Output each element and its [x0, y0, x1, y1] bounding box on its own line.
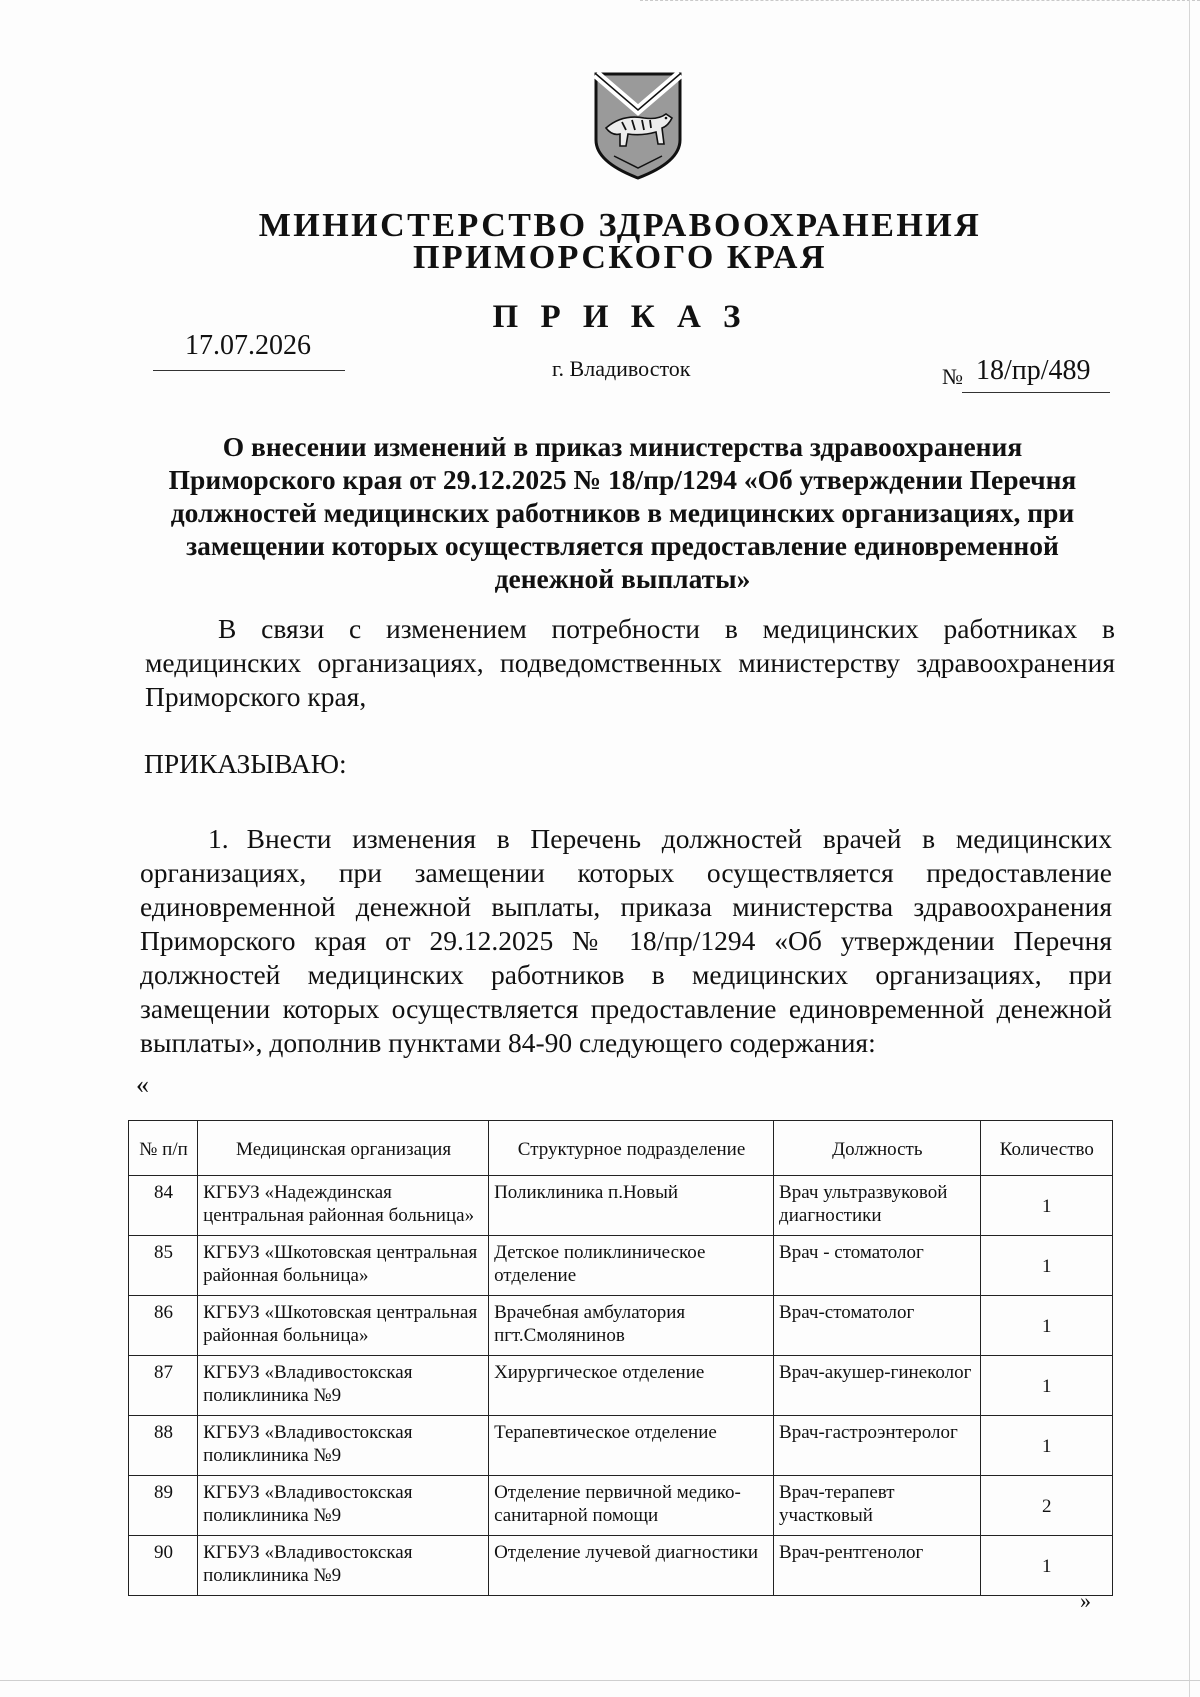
- number-sign: №: [942, 364, 963, 389]
- cell-position: Врач-стоматолог: [774, 1296, 981, 1356]
- scan-edge: [640, 0, 1200, 3]
- column-header-unit: Структурное подразделение: [489, 1121, 774, 1176]
- table-row: [129, 1236, 1113, 1296]
- table-row: [129, 1176, 1113, 1236]
- cell-qty: 1: [980, 1356, 1112, 1416]
- preamble-paragraph: В связи с изменением потребности в медицинских работниках в медицинских организациях, подведомственных министерству здравоохранения Приморского края,: [145, 613, 1115, 712]
- item-number: 1.: [208, 823, 229, 854]
- column-header-org: Медицинская организация: [198, 1121, 489, 1176]
- cell-org: КГБУЗ «Надеждинская центральная районная больница»: [198, 1176, 489, 1236]
- cell-position: Врач-рентгенолог: [774, 1536, 981, 1596]
- cell-org: КГБУЗ «Шкотовская центральная районная больница»: [198, 1236, 489, 1296]
- document-type: П Р И К А З: [492, 299, 748, 335]
- cell-position: Врач ультразвуковой диагностики: [774, 1176, 981, 1236]
- cell-position: Врач-терапевт участковый: [774, 1476, 981, 1536]
- cell-num: 85: [129, 1236, 198, 1296]
- cell-unit: Терапевтическое отделение: [489, 1416, 774, 1476]
- table-row: [129, 1536, 1113, 1596]
- cell-num: 84: [129, 1176, 198, 1236]
- column-header-qty: Количество: [980, 1121, 1112, 1176]
- order-city: г. Владивосток: [552, 356, 691, 381]
- cell-position: Врач - стоматолог: [774, 1236, 981, 1296]
- cell-org: КГБУЗ «Владивостокская поликлиника №9: [198, 1416, 489, 1476]
- coat-of-arms-icon: [592, 70, 684, 182]
- cell-unit: Отделение первичной медико-санитарной помощи: [489, 1476, 774, 1536]
- cell-org: КГБУЗ «Владивостокская поликлиника №9: [198, 1476, 489, 1536]
- cell-unit: Поликлиника п.Новый: [489, 1176, 774, 1236]
- cell-num: 87: [129, 1356, 198, 1416]
- cell-qty: 2: [980, 1476, 1112, 1536]
- ministry-name-line1: МИНИСТЕРСТВО ЗДРАВООХРАНЕНИЯ: [258, 207, 982, 244]
- quote-close: »: [1080, 1588, 1091, 1613]
- table-row: [129, 1356, 1113, 1416]
- cell-position: Врач-акушер-гинеколог: [774, 1356, 981, 1416]
- order-title: О внесении изменений в приказ министерства здравоохранения Приморского края от 29.12.2025 № 18/пр/1294 «Об утверждении Перечня должностей медицинских работников в медицинских организациях, при замещении которых осуществляется предоставление единовременной денежной выплаты»: [168, 431, 1077, 594]
- cell-unit: Врачебная амбулатория пгт.Смолянинов: [489, 1296, 774, 1356]
- cell-num: 90: [129, 1536, 198, 1596]
- column-header-position: Должность: [774, 1121, 981, 1176]
- ministry-name-line2: ПРИМОРСКОГО КРАЯ: [412, 239, 828, 276]
- cell-org: КГБУЗ «Владивостокская поликлиника №9: [198, 1356, 489, 1416]
- item-paragraph: [140, 822, 1112, 1060]
- cell-qty: 1: [980, 1416, 1112, 1476]
- cell-num: 86: [129, 1296, 198, 1356]
- cell-unit: Детское поликлиническое отделение: [489, 1236, 774, 1296]
- table-header-row: [129, 1121, 1113, 1176]
- item-text: Внести изменения в Перечень должностей врачей в медицинских организациях, при замещении которых осуществляется предоставление единовременной денежной выплаты, приказа министерства здравоохранения Приморского края от 29.12.2025 № 18/пр/1294 «Об утверждении Перечня должностей медицинских работников в медицинских организациях, при замещении которых осуществляется предоставление единовременной денежной выплаты», дополнив пунктами 84-90 следующего содержания:: [140, 823, 1112, 1058]
- table-row: [129, 1476, 1113, 1536]
- table-row: [129, 1296, 1113, 1356]
- cell-qty: 1: [980, 1536, 1112, 1596]
- cell-num: 89: [129, 1476, 198, 1536]
- cell-org: КГБУЗ «Владивостокская поликлиника №9: [198, 1536, 489, 1596]
- cell-qty: 1: [980, 1296, 1112, 1356]
- cell-qty: 1: [980, 1176, 1112, 1236]
- cell-unit: Отделение лучевой диагностики: [489, 1536, 774, 1596]
- quote-open: «: [136, 1070, 149, 1099]
- order-number: 18/пр/489: [976, 355, 1091, 386]
- cell-position: Врач-гастроэнтеролог: [774, 1416, 981, 1476]
- cell-num: 88: [129, 1416, 198, 1476]
- number-underline: [962, 392, 1110, 393]
- order-date: 17.07.2026: [185, 330, 311, 361]
- column-header-num: № п/п: [129, 1121, 198, 1176]
- cell-unit: Хирургическое отделение: [489, 1356, 774, 1416]
- orders-heading: ПРИКАЗЫВАЮ:: [144, 748, 347, 779]
- cell-qty: 1: [980, 1236, 1112, 1296]
- scan-edge: [0, 1680, 1200, 1681]
- table-row: [129, 1416, 1113, 1476]
- positions-table: [128, 1120, 1113, 1596]
- date-underline: [153, 370, 345, 371]
- cell-org: КГБУЗ «Шкотовская центральная районная больница»: [198, 1296, 489, 1356]
